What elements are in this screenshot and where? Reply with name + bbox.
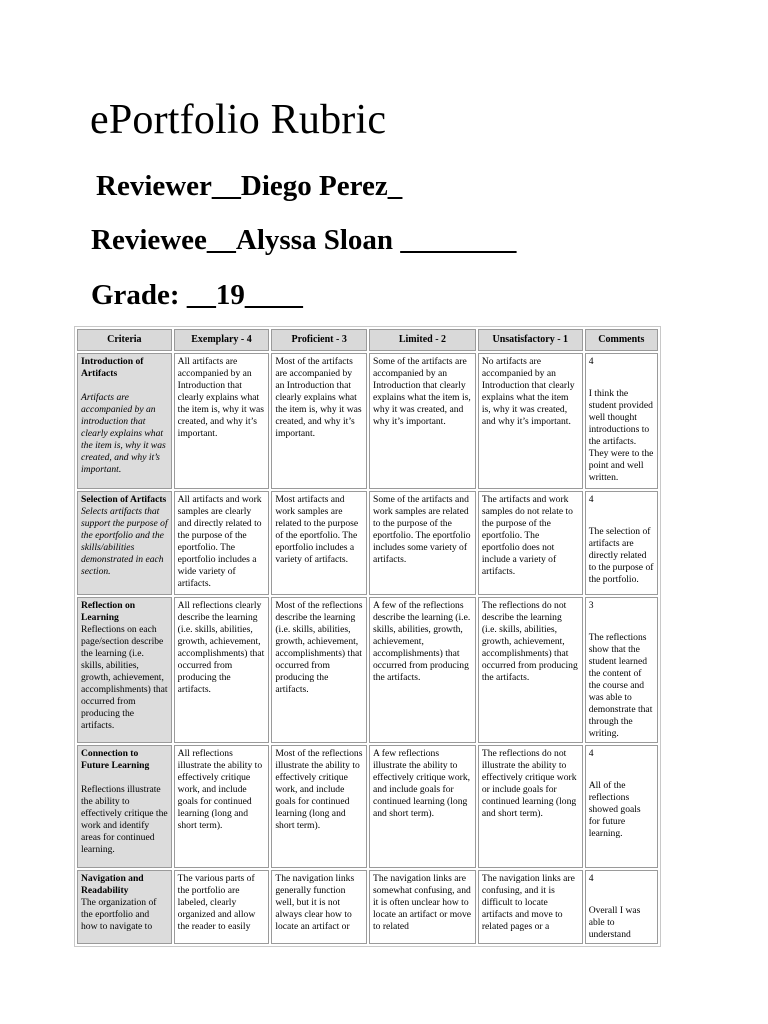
header-criteria: Criteria	[77, 329, 172, 351]
table-row	[77, 353, 658, 489]
exemplary-cell: All reflections clearly describe the learning (i.e. skills, abilities, growth, achievement, accomplishments) that occurred from producing the artifacts.	[174, 597, 270, 743]
exemplary-cell: The various parts of the portfolio are labeled, clearly organized and allow the reader to easily	[174, 870, 270, 944]
criterion-description: Reflections illustrate the ability to effectively critique the work and identify areas for continued learning.	[81, 784, 168, 855]
criterion-title: Reflection on Learning	[81, 600, 136, 623]
unsatisfactory-cell: No artifacts are accompanied by an Introduction that clearly explains what the item is, why it was created, and why it’s important.	[478, 353, 583, 489]
comment-cell	[585, 870, 658, 944]
limited-cell: A few of the reflections describe the learning (i.e. skills, abilities, growth, achievement, accomplishments) that occurred from producing the artifacts.	[369, 597, 476, 743]
rubric-table	[74, 326, 661, 947]
table-row	[77, 597, 658, 743]
criterion-cell	[77, 870, 172, 944]
criterion-cell	[77, 745, 172, 868]
comment-cell	[585, 491, 658, 595]
comment-text: The selection of artifacts are directly related to the purpose of the portfolio.	[588, 526, 654, 585]
score-value: 3	[588, 600, 594, 611]
document-title: ePortfolio Rubric	[90, 97, 387, 143]
criterion-title: Introduction of Artifacts	[81, 356, 144, 379]
criterion-description: Artifacts are accompanied by an introduction that clearly explains what the item is, why it was created, and why it’s important.	[81, 392, 166, 475]
score-value: 4	[588, 356, 594, 367]
unsatisfactory-cell: The reflections do not illustrate the ability to effectively critique work or include goals for continued learning (long and short term).	[478, 745, 583, 868]
criterion-cell	[77, 491, 172, 595]
proficient-cell: Most of the artifacts are accompanied by an Introduction that clearly explains what the item is, why it was created, and why it’s important.	[271, 353, 367, 489]
score-value: 4	[588, 494, 594, 505]
proficient-cell: Most of the reflections describe the learning (i.e. skills, abilities, growth, achievement, accomplishments) that occurred from producing the artifacts.	[271, 597, 367, 743]
criterion-title: Navigation and Readability	[81, 873, 144, 896]
criterion-cell	[77, 353, 172, 489]
limited-cell: Some of the artifacts and work samples are related to the purpose of the eportfolio. The eportfolio includes some variety of artifacts.	[369, 491, 476, 595]
header-proficient: Proficient - 3	[271, 329, 367, 351]
limited-cell: The navigation links are somewhat confusing, and it is often unclear how to locate an artifact or move to related	[369, 870, 476, 944]
comment-text: I think the student provided well thought introductions to the artifacts. They were to the point and well written.	[588, 388, 654, 483]
exemplary-cell: All artifacts and work samples are clearly and directly related to the purpose of the eportfolio. The eportfolio includes a wide variety of artifacts.	[174, 491, 270, 595]
criterion-description: The organization of the eportfolio and how to navigate to	[81, 897, 157, 932]
comment-text: Overall I was able to understand	[588, 905, 641, 940]
unsatisfactory-cell: The reflections do not describe the learning (i.e. skills, abilities, growth, achievement, accomplishments) that occurred from producing the artifacts.	[478, 597, 583, 743]
unsatisfactory-cell: The navigation links are confusing, and it is difficult to locate artifacts and move to related pages or a	[478, 870, 583, 944]
criterion-cell	[77, 597, 172, 743]
unsatisfactory-cell: The artifacts and work samples do not relate to the purpose of the eportfolio. The eportfolio does not include a variety of artifacts.	[478, 491, 583, 595]
comment-cell	[585, 597, 658, 743]
comment-cell	[585, 353, 658, 489]
reviewee-line: Reviewee__Alyssa Sloan ________	[91, 224, 517, 256]
comment-text: All of the reflections showed goals for future learning.	[588, 780, 641, 839]
exemplary-cell: All artifacts are accompanied by an Introduction that clearly explains what the item is, why it was created, and why it’s important.	[174, 353, 270, 489]
table-row	[77, 491, 658, 595]
table-row	[77, 870, 658, 944]
header-comments: Comments	[585, 329, 658, 351]
criterion-description: Selects artifacts that support the purpose of the eportfolio and the skills/abilities demonstrated in each section.	[81, 506, 168, 577]
reviewer-line: Reviewer__Diego Perez_	[96, 170, 403, 202]
comment-text: The reflections show that the student learned the content of the course and was able to demonstrate that through the writing.	[588, 632, 653, 739]
header-row	[77, 329, 658, 351]
limited-cell: A few reflections illustrate the ability to effectively critique work, and include goals for continued learning (long and short term).	[369, 745, 476, 868]
header-exemplary: Exemplary - 4	[174, 329, 270, 351]
proficient-cell: The navigation links generally function well, but it is not always clear how to locate an artifact or	[271, 870, 367, 944]
criterion-description: Reflections on each page/section describe the learning (i.e. skills, abilities, growth, achievement, accomplishments) that occurred from producing the artifacts.	[81, 624, 168, 731]
exemplary-cell: All reflections illustrate the ability to effectively critique work, and include goals for continued learning (long and short term).	[174, 745, 270, 868]
proficient-cell: Most artifacts and work samples are related to the purpose of the eportfolio. The eportfolio includes a variety of artifacts.	[271, 491, 367, 595]
grade-line: Grade: __19____	[91, 279, 303, 311]
proficient-cell: Most of the reflections illustrate the ability to effectively critique work, and include goals for continued learning (long and short term).	[271, 745, 367, 868]
header-unsatisfactory: Unsatisfactory - 1	[478, 329, 583, 351]
limited-cell: Some of the artifacts are accompanied by an Introduction that clearly explains what the item is, why it was created, and why it’s important.	[369, 353, 476, 489]
table-row	[77, 745, 658, 868]
score-value: 4	[588, 748, 594, 759]
header-limited: Limited - 2	[369, 329, 476, 351]
criterion-title: Selection of Artifacts	[81, 494, 167, 505]
criterion-title: Connection to Future Learning	[81, 748, 150, 771]
comment-cell	[585, 745, 658, 868]
score-value: 4	[588, 873, 594, 884]
